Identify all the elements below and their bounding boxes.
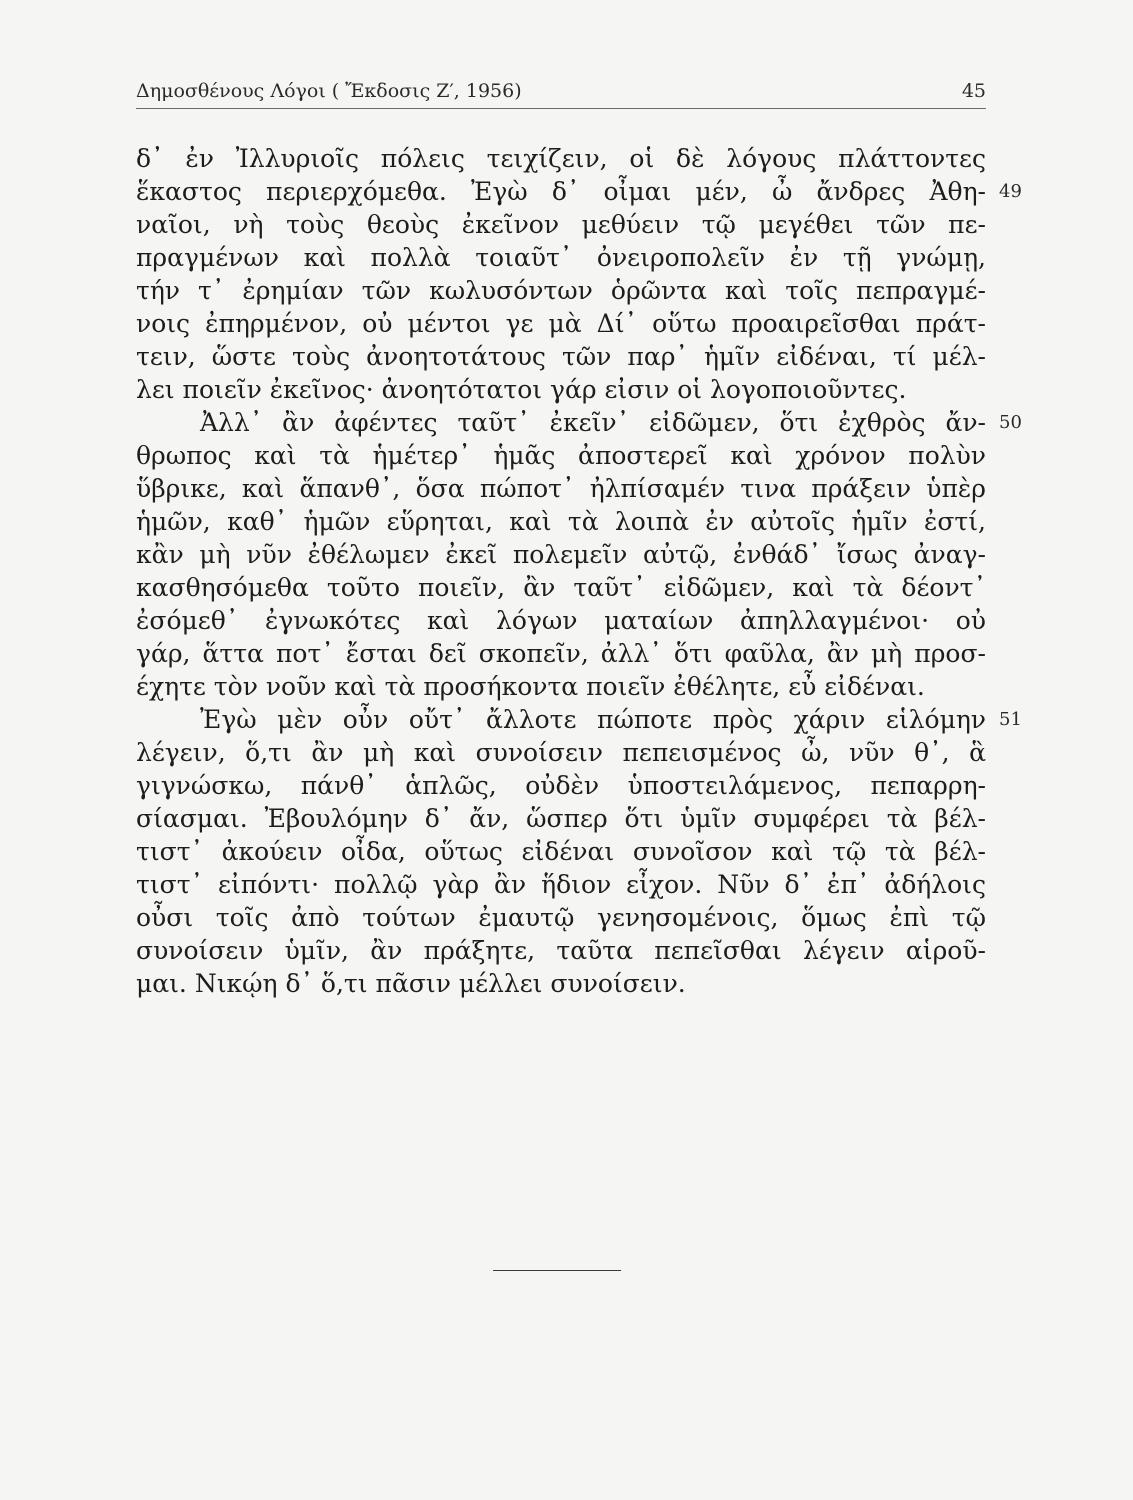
line-text: συνοίσειν ὑμῖν, ἂν πράξητε, ταῦτα πεπεῖσθαι λέγειν αἱροῦ- (136, 936, 986, 965)
text-line (136, 571, 986, 604)
text-line (136, 670, 986, 703)
text-line (136, 472, 986, 505)
text-line (136, 505, 986, 538)
end-rule (493, 1270, 621, 1271)
line-text: γάρ, ἅττα ποτ᾽ ἔσται δεῖ σκοπεῖν, ἀλλ᾽ ὅτι φαῦλα, ἂν μὴ προσ- (136, 639, 986, 668)
line-text: έχητε τὸν νοῦν καὶ τὰ προσήκοντα ποιεῖν ἐθέλητε, εὖ εἰδέναι. (136, 672, 925, 701)
line-text: ἡμῶν, καθ᾽ ἡμῶν εὕρηται, καὶ τὰ λοιπὰ ἐν αὐτοῖς ἡμῖν ἐστί, (136, 507, 986, 536)
text-line (136, 241, 986, 274)
line-text: Ἐγὼ μὲν οὖν οὔτ᾽ ἄλλοτε πώποτε πρὸς χάριν εἱλόμην (200, 705, 986, 734)
text-line (136, 967, 986, 1000)
text-line (136, 868, 986, 901)
text-line (136, 340, 986, 373)
line-text: Ἀλλ᾽ ἂν ἀφέντες ταῦτ᾽ ἐκεῖν᾽ εἰδῶμεν, ὅτι ἐχθρὸς ἄν- (200, 408, 986, 437)
line-text: γιγνώσκω, πάνθ᾽ ἁπλῶς, οὐδὲν ὑποστειλάμενος, πεπαρρη- (136, 771, 986, 800)
text-line (136, 802, 986, 835)
text-line (136, 439, 986, 472)
text-line (136, 274, 986, 307)
text-line (136, 835, 986, 868)
text-line (136, 307, 986, 340)
text-line (136, 175, 1022, 208)
text-line (136, 934, 986, 967)
text-line (136, 538, 986, 571)
text-line (136, 142, 986, 175)
line-text: νοις ἐπηρμένον, οὐ μέντοι γε μὰ Δί᾽ οὕτω προαιρεῖσθαι πράτ- (136, 309, 986, 338)
section-number: 50 (999, 412, 1022, 433)
text-line (136, 373, 986, 406)
text-line (136, 637, 986, 670)
line-text: λει ποιεῖν ἐκεῖνος· ἀνοητότατοι γάρ εἰσιν οἱ λογοποιοῦντες. (136, 375, 907, 404)
line-text: κασθησόμεθα τοῦτο ποιεῖν, ἂν ταῦτ᾽ εἰδῶμεν, καὶ τὰ δέοντ᾽ (136, 573, 986, 602)
line-text: ναῖοι, νὴ τοὺς θεοὺς ἐκεῖνον μεθύειν τῷ μεγέθει τῶν πε- (136, 210, 986, 239)
line-text: μαι. Νικῴη δ᾽ ὅ,τι πᾶσιν μέλλει συνοίσειν. (136, 969, 686, 998)
text-line (136, 769, 986, 802)
text-line (136, 703, 1022, 736)
text-line (136, 604, 986, 637)
line-text: οὖσι τοῖς ἀπὸ τούτων ἐμαυτῷ γενησομένοις, ὅμως ἐπὶ τῷ (136, 903, 986, 932)
section-number: 49 (999, 181, 1022, 202)
line-text: δ᾽ ἐν Ἰλλυριοῖς πόλεις τειχίζειν, οἱ δὲ λόγους πλάττοντες (136, 144, 986, 173)
line-text: τιστ᾽ ἀκούειν οἶδα, οὕτως εἰδέναι συνοῖσον καὶ τῷ τὰ βέλ- (136, 837, 986, 866)
header-title: Δημοσθένους Λόγοι ( Ἔκδοσις Ζ′, 1956) (136, 80, 522, 102)
running-header (136, 78, 986, 109)
main-text (136, 142, 1022, 1000)
line-text: ἕκαστος περιερχόμεθα. Ἐγὼ δ᾽ οἶμαι μέν, ὦ ἄνδρες Ἀθη- (136, 177, 986, 206)
section-number: 51 (999, 709, 1022, 730)
line-text: θρωπος καὶ τὰ ἡμέτερ᾽ ἡμᾶς ἀποστερεῖ καὶ χρόνον πολὺν (136, 441, 986, 470)
text-line (136, 901, 986, 934)
line-text: ὕβρικε, καὶ ἅπανθ᾽, ὅσα πώποτ᾽ ἠλπίσαμέν τινα πράξειν ὑπὲρ (136, 474, 986, 503)
line-text: σίασμαι. Ἐβουλόμην δ᾽ ἄν, ὥσπερ ὅτι ὑμῖν συμφέρει τὰ βέλ- (136, 804, 986, 833)
page-number: 45 (961, 80, 986, 102)
line-text: λέγειν, ὅ,τι ἂν μὴ καὶ συνοίσειν πεπεισμένος ὦ, νῦν θ᾽, ἃ (136, 738, 986, 767)
text-line (136, 208, 986, 241)
text-line (136, 406, 1022, 439)
line-text: τειν, ὥστε τοὺς ἀνοητοτάτους τῶν παρ᾽ ἡμῖν εἰδέναι, τί μέλ- (136, 342, 986, 371)
line-text: πραγμένων καὶ πολλὰ τοιαῦτ᾽ ὀνειροπολεῖν ἐν τῇ γνώμῃ, (136, 243, 986, 272)
line-text: κἂν μὴ νῦν ἐθέλωμεν ἐκεῖ πολεμεῖν αὐτῷ, ἐνθάδ᾽ ἴσως ἀναγ- (136, 540, 986, 569)
line-text: τιστ᾽ εἰπόντι· πολλῷ γὰρ ἂν ἥδιον εἶχον. Νῦν δ᾽ ἐπ᾽ ἀδήλοις (136, 870, 986, 899)
text-line (136, 736, 986, 769)
line-text: ἐσόμεθ᾽ ἐγνωκότες καὶ λόγων ματαίων ἀπηλλαγμένοι· οὐ (136, 606, 986, 635)
line-text: τήν τ᾽ ἐρημίαν τῶν κωλυσόντων ὁρῶντα καὶ τοῖς πεπραγμέ- (136, 276, 986, 305)
